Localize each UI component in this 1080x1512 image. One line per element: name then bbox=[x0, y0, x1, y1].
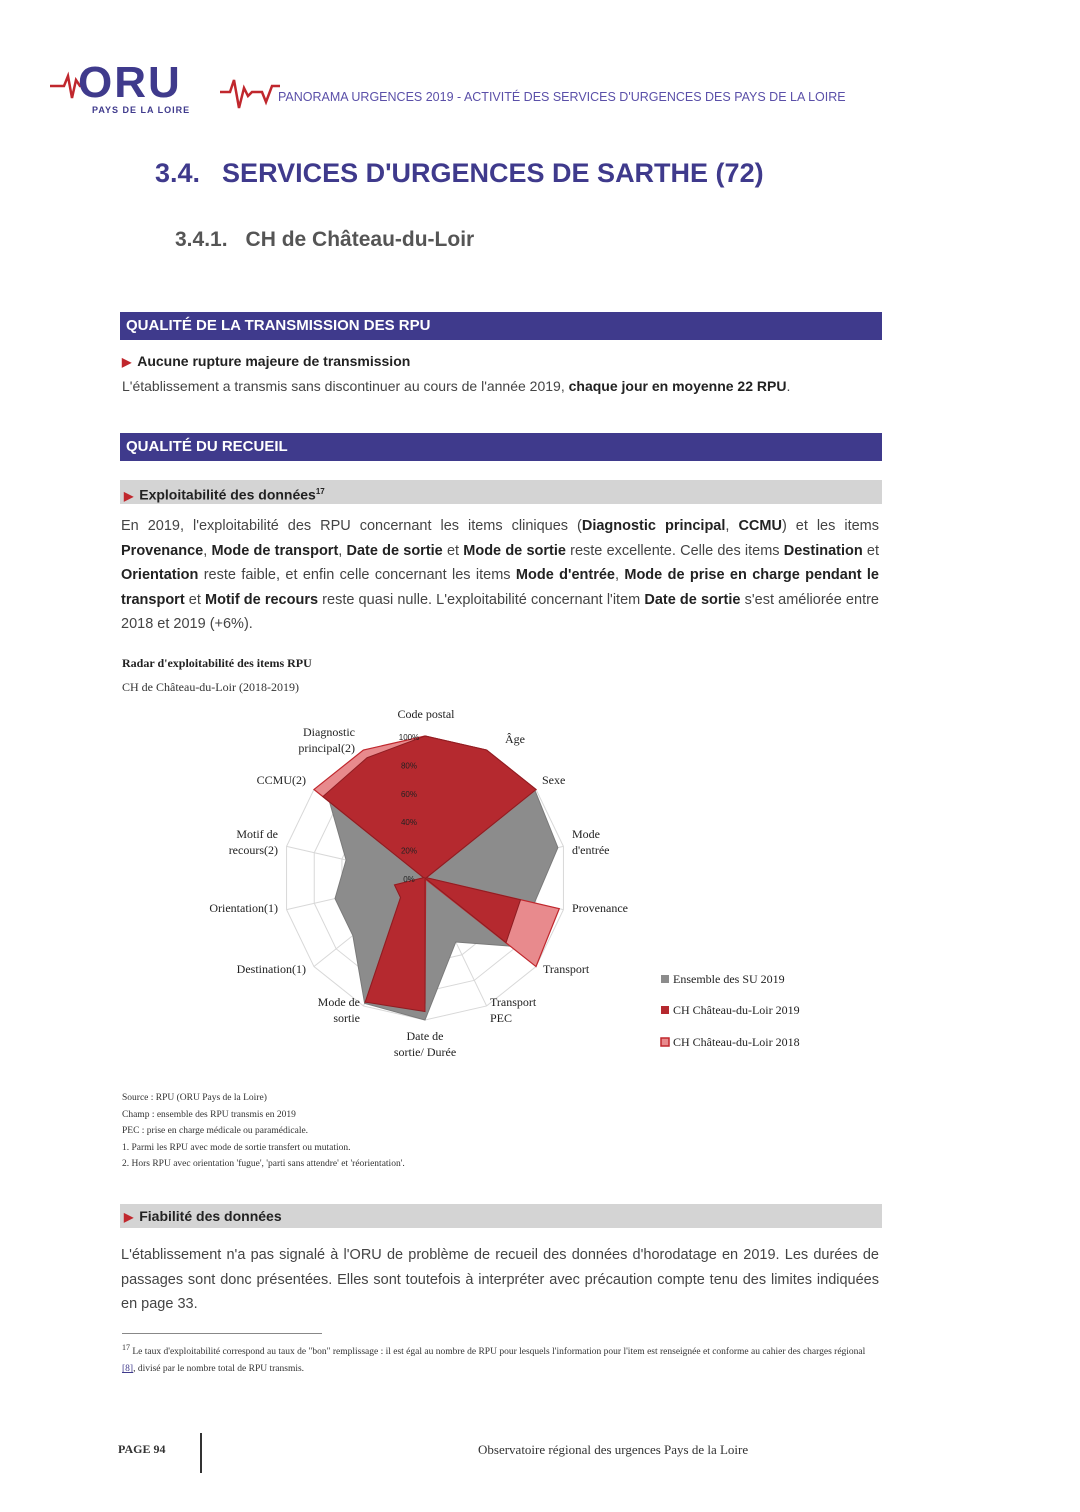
radar-tick-label: 40% bbox=[400, 818, 418, 828]
note-line: Source : RPU (ORU Pays de la Loire) bbox=[122, 1093, 267, 1103]
radar-category-label: Provenance bbox=[572, 901, 628, 915]
radar-tick-label: 20% bbox=[400, 846, 418, 856]
exploitabilite-paragraph: En 2019, l'exploitabilité des RPU concernant les items cliniques (Diagnostic principal, CCMU) et les items Provenance, Mode de transport, Date de sortie et Mode de sortie reste excellente. Celle des items Destination et Orientation reste faible, et enfin celle concernant les items Mode d'entrée, Mode de prise en charge pendant le transport et Motif de recours reste quasi nulle. L'exploitabilité concernant l'item Date de sortie s'est améliorée entre 2018 et 2019 (+6%). bbox=[121, 518, 880, 632]
logo-text: ORU bbox=[78, 58, 182, 107]
text: L'établissement a transmis sans discontinuer au cours de l'année 2019, bbox=[122, 378, 569, 394]
footnote bbox=[122, 1339, 878, 1378]
note-line: 2. Hors RPU avec orientation 'fugue', 'parti sans attendre' et 'réorientation'. bbox=[122, 1159, 405, 1169]
subsection-heading bbox=[175, 228, 474, 252]
radar-category-label: Motif de recours(2) bbox=[228, 827, 278, 857]
radar-category-label: CCMU(2) bbox=[256, 773, 306, 787]
radar-tick-label: 60% bbox=[400, 789, 418, 799]
radar-category-label: Diagnostic principal(2) bbox=[298, 725, 355, 755]
arrow-right-icon: ▶ bbox=[122, 355, 132, 369]
oru-logo bbox=[50, 58, 280, 120]
note-line: 1. Parmi les RPU avec mode de sortie transfert ou mutation. bbox=[122, 1142, 351, 1153]
radar-category-label: Mode de sortie bbox=[317, 995, 360, 1025]
rupture-heading bbox=[122, 353, 410, 369]
legend-swatch bbox=[661, 975, 669, 983]
legend-label: CH Château-du-Loir 2019 bbox=[673, 1003, 800, 1017]
rupture-title: Aucune rupture majeure de transmission bbox=[137, 353, 411, 369]
note-line: Champ : ensemble des RPU transmis en 2019 bbox=[122, 1109, 296, 1120]
text: Le taux d'exploitabilité correspond au taux de "bon" remplissage : il est égal au nombre de RPU pour lesquels l'information pour l'item est renseignée et conforme au cahier des charges régional bbox=[130, 1347, 866, 1358]
section-number: 3.4. bbox=[155, 158, 201, 188]
radar-category-label: Âge bbox=[505, 732, 525, 746]
text: , divisé par le nombre total de RPU transmis. bbox=[133, 1364, 305, 1375]
recueil-band: QUALITÉ DU RECUEIL bbox=[120, 433, 882, 461]
radar-tick-label: 80% bbox=[400, 761, 418, 771]
subsection-title: CH de Château-du-Loir bbox=[245, 228, 475, 251]
note-line: PEC : prise en charge médicale ou paramédicale. bbox=[122, 1126, 309, 1136]
text: . bbox=[786, 378, 791, 394]
fiabilite-subband bbox=[120, 1204, 882, 1228]
fiabilite-title: Fiabilité des données bbox=[139, 1208, 282, 1224]
organisation-footer: Observatoire régional des urgences Pays de la Loire bbox=[478, 1442, 749, 1457]
footnote-marker: 17 bbox=[315, 487, 325, 496]
page-number: PAGE 94 bbox=[118, 1442, 166, 1456]
radar-tick-label: 100% bbox=[398, 733, 420, 742]
chart-subtitle: CH de Château-du-Loir (2018-2019) bbox=[122, 680, 299, 694]
exploitabilite-subband bbox=[120, 480, 882, 504]
arrow-right-icon: ▶ bbox=[124, 1210, 134, 1224]
transmission-band: QUALITÉ DE LA TRANSMISSION DES RPU bbox=[120, 312, 882, 340]
radar-category-label: Code postal bbox=[397, 707, 455, 721]
arrow-right-icon: ▶ bbox=[124, 488, 134, 503]
subsection-number: 3.4.1. bbox=[175, 228, 228, 251]
radar-category-label: Transport bbox=[543, 962, 590, 976]
radar-category-label: Orientation(1) bbox=[209, 901, 278, 915]
radar-category-label: Sexe bbox=[542, 773, 566, 787]
logo-subtitle: PAYS DE LA LOIRE bbox=[92, 105, 191, 115]
radar-chart bbox=[120, 700, 860, 1070]
radar-category-label: Transport PEC bbox=[490, 995, 537, 1025]
legend-swatch bbox=[661, 1006, 669, 1014]
radar-category-label: Destination(1) bbox=[236, 962, 306, 976]
footnote-number: 17 bbox=[122, 1343, 130, 1352]
radar-category-label: Date de sortie/ Durée bbox=[393, 1029, 457, 1059]
fiabilite-paragraph: L'établissement n'a pas signalé à l'ORU de problème de recueil des données d'horodatage en 2019. Les durées de passages sont donc présentées. Elles sont toutefois à interpréter avec précaution compte tenu des limites indiquées en page 33. bbox=[121, 1247, 879, 1312]
footnote-divider bbox=[122, 1333, 322, 1334]
section-title: SERVICES D'URGENCES DE SARTHE (72) bbox=[222, 158, 764, 188]
document-header-title: PANORAMA URGENCES 2019 - ACTIVITÉ DES SERVICES D'URGENCES DES PAYS DE LA LOIRE bbox=[278, 90, 846, 104]
chart-title: Radar d'exploitabilité des items RPU bbox=[122, 656, 312, 670]
legend-label: CH Château-du-Loir 2018 bbox=[673, 1035, 800, 1049]
radar-tick-label: 0% bbox=[403, 875, 415, 884]
legend-label: Ensemble des SU 2019 bbox=[673, 972, 785, 986]
radar-category-label: Mode d'entrée bbox=[572, 827, 610, 857]
exploitabilite-title: Exploitabilité des données bbox=[139, 486, 316, 503]
bold-text: chaque jour en moyenne 22 RPU bbox=[568, 378, 787, 394]
footer-separator bbox=[200, 1433, 202, 1473]
legend-swatch bbox=[661, 1038, 669, 1046]
section-heading bbox=[155, 158, 764, 189]
transmission-paragraph bbox=[122, 378, 790, 394]
reference-link[interactable]: [8] bbox=[122, 1364, 134, 1375]
chart-notes bbox=[122, 1090, 405, 1173]
